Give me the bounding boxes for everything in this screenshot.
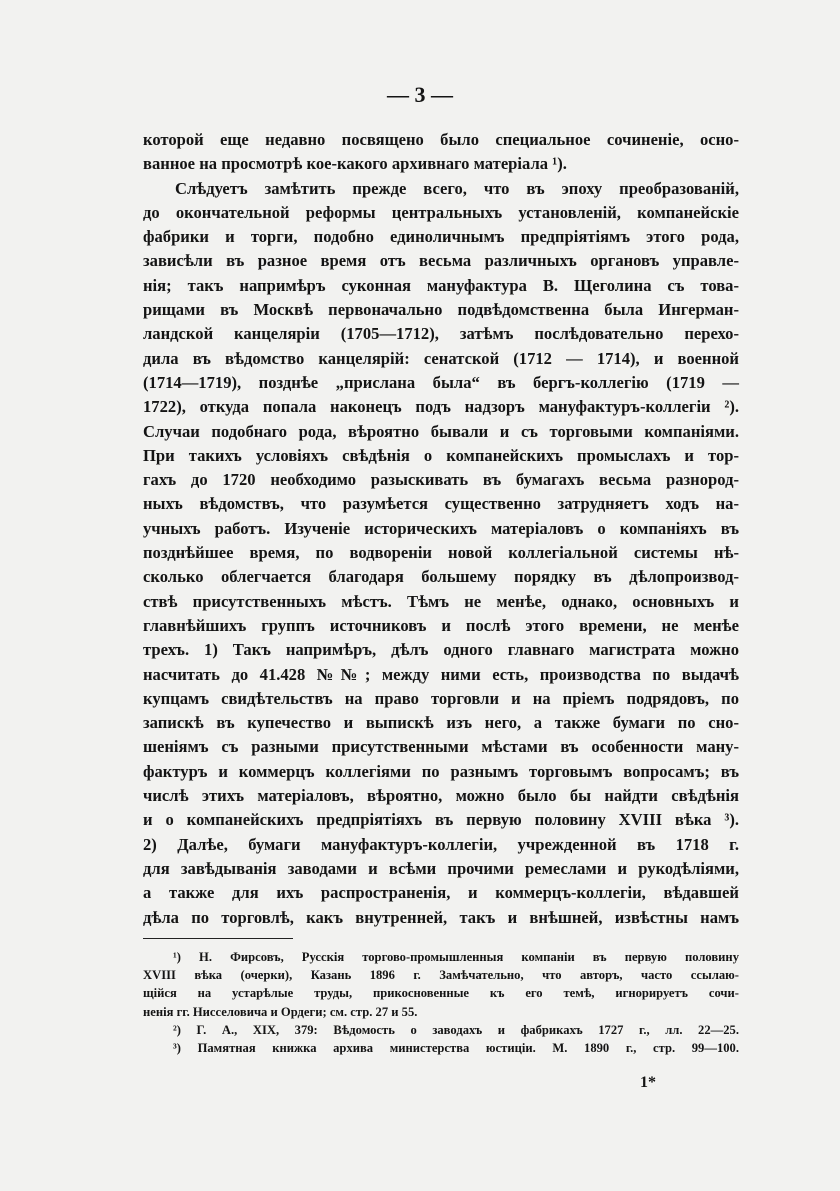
text-line: сколько облегчается благодаря большему порядку въ дѣлопроизвод- bbox=[143, 567, 739, 587]
text-line: шеніямъ съ разными присутственными мѣстами въ особенности ману- bbox=[143, 737, 739, 757]
footnote-line: ненія гг. Нисселовича и Ордеги; см. стр. 27 и 55. bbox=[143, 1004, 418, 1019]
text-line: которой еще недавно посвящено было специальное сочиненіе, осно- bbox=[143, 130, 739, 149]
text-line: до окончательной реформы центральныхъ установленій, компанейскіе bbox=[143, 202, 739, 222]
text-line: зависѣли въ разное время отъ весьма различныхъ органовъ управле- bbox=[143, 251, 739, 271]
text-line: и о компанейскихъ предпріятіяхъ въ первую половину XVIII вѣка ³). bbox=[143, 810, 739, 830]
footnote-line: щійся на устарѣлые труды, прикосновенные къ его темѣ, игнорируетъ сочи- bbox=[143, 986, 739, 1001]
text-line: ванное на просмотрѣ кое-какого архивнаго матеріала ¹). bbox=[143, 154, 567, 174]
text-line: для завѣдыванія заводами и всѣми прочими ремеслами и рукодѣліями, bbox=[143, 858, 739, 878]
text-line: насчитать до 41.428 №№; между ними есть, производства по выдачѣ bbox=[143, 664, 739, 684]
text-line: рищами въ Москвѣ первоначально подвѣдомственна была Ингерман- bbox=[143, 300, 739, 320]
page-number-header: — 3 — bbox=[387, 82, 453, 107]
text-line: нія; такъ напримѣръ суконная мануфактура В. Щеголина съ това- bbox=[143, 275, 739, 295]
text-line: Слѣдуетъ замѣтить прежде всего, что въ эпоху преобразованій, bbox=[175, 178, 739, 198]
text-line: При такихъ условіяхъ свѣдѣнія о компанейскихъ промыслахъ и тор- bbox=[143, 445, 739, 465]
text-line: ландской канцеляріи (1705—1712), затѣмъ послѣдовательно перехо- bbox=[143, 324, 739, 344]
text-line: (1714—1719), позднѣе „прислана была“ въ бергъ-коллегію (1719 — bbox=[143, 372, 739, 392]
signature-mark: 1* bbox=[640, 1074, 656, 1091]
main-text bbox=[143, 128, 739, 930]
footnote-line: ³) Памятная книжка архива министерства юстиціи. М. 1890 г., стр. 99—100. bbox=[173, 1040, 739, 1055]
text-line: учныхъ работъ. Изученіе историческихъ матеріаловъ о компаніяхъ въ bbox=[143, 518, 739, 538]
text-line: главнѣйшихъ группъ источниковъ и послѣ этого времени, не менѣе bbox=[143, 615, 739, 635]
text-line: ныхъ вѣдомствъ, что разумѣется существенно затрудняетъ ходъ на- bbox=[143, 494, 739, 514]
text-line: а также для ихъ распространенія, и коммерцъ-коллегіи, вѣдавшей bbox=[143, 883, 739, 903]
text-line: Случаи подобнаго рода, вѣроятно бывали и съ торговыми компаніями. bbox=[143, 421, 739, 441]
text-line: дѣла по торговлѣ, какъ внутренней, такъ и внѣшней, извѣстны намъ bbox=[143, 907, 739, 927]
text-line: ствѣ присутственныхъ мѣстъ. Тѣмъ не менѣе, однако, основныхъ и bbox=[143, 591, 739, 611]
text-line: 2) Далѣе, бумаги мануфактуръ-коллегіи, учрежденной въ 1718 г. bbox=[143, 834, 739, 854]
footnote-line: ²) Г. А., XIX, 379: Вѣдомость о заводахъ и фабрикахъ 1727 г., лл. 22—25. bbox=[173, 1022, 739, 1037]
text-line: запискѣ въ купечество и выпискѣ изъ него, а также бумаги по сно- bbox=[143, 713, 739, 733]
footnote-line: ¹) Н. Фирсовъ, Русскія торгово-промышленныя компаніи въ первую половину bbox=[173, 950, 739, 964]
text-line: дила въ вѣдомство канцелярій: сенатской (1712 — 1714), и военной bbox=[143, 348, 739, 368]
text-line: фабрики и торги, подобно единоличнымъ предпріятіямъ этого рода, bbox=[143, 227, 739, 247]
footnote-divider bbox=[143, 938, 293, 939]
footnote-line: XVIII вѣка (очерки), Казань 1896 г. Замѣчательно, что авторъ, часто ссылаю- bbox=[143, 968, 739, 983]
text-line: гахъ до 1720 необходимо разыскивать въ бумагахъ весьма разнород- bbox=[143, 470, 739, 490]
text-line: фактуръ и коммерцъ коллегіями по разнымъ торговымъ вопросамъ; въ bbox=[143, 761, 739, 781]
text-line: числѣ этихъ матеріаловъ, вѣроятно, можно было бы найдти свѣдѣнія bbox=[143, 786, 739, 806]
text-line: 1722), откуда попала наконецъ подъ надзоръ мануфактуръ-коллегіи ²). bbox=[143, 397, 739, 417]
text-line: позднѣйшее время, по водвореніи новой коллегіальной системы нѣ- bbox=[143, 543, 739, 563]
text-line: купцамъ свидѣтельствъ на право торговли и на пріемъ подрядовъ, по bbox=[143, 688, 739, 708]
text-line: трехъ. 1) Такъ напримѣръ, дѣлъ одного главнаго магистрата можно bbox=[143, 640, 739, 660]
footnotes bbox=[143, 948, 739, 1057]
